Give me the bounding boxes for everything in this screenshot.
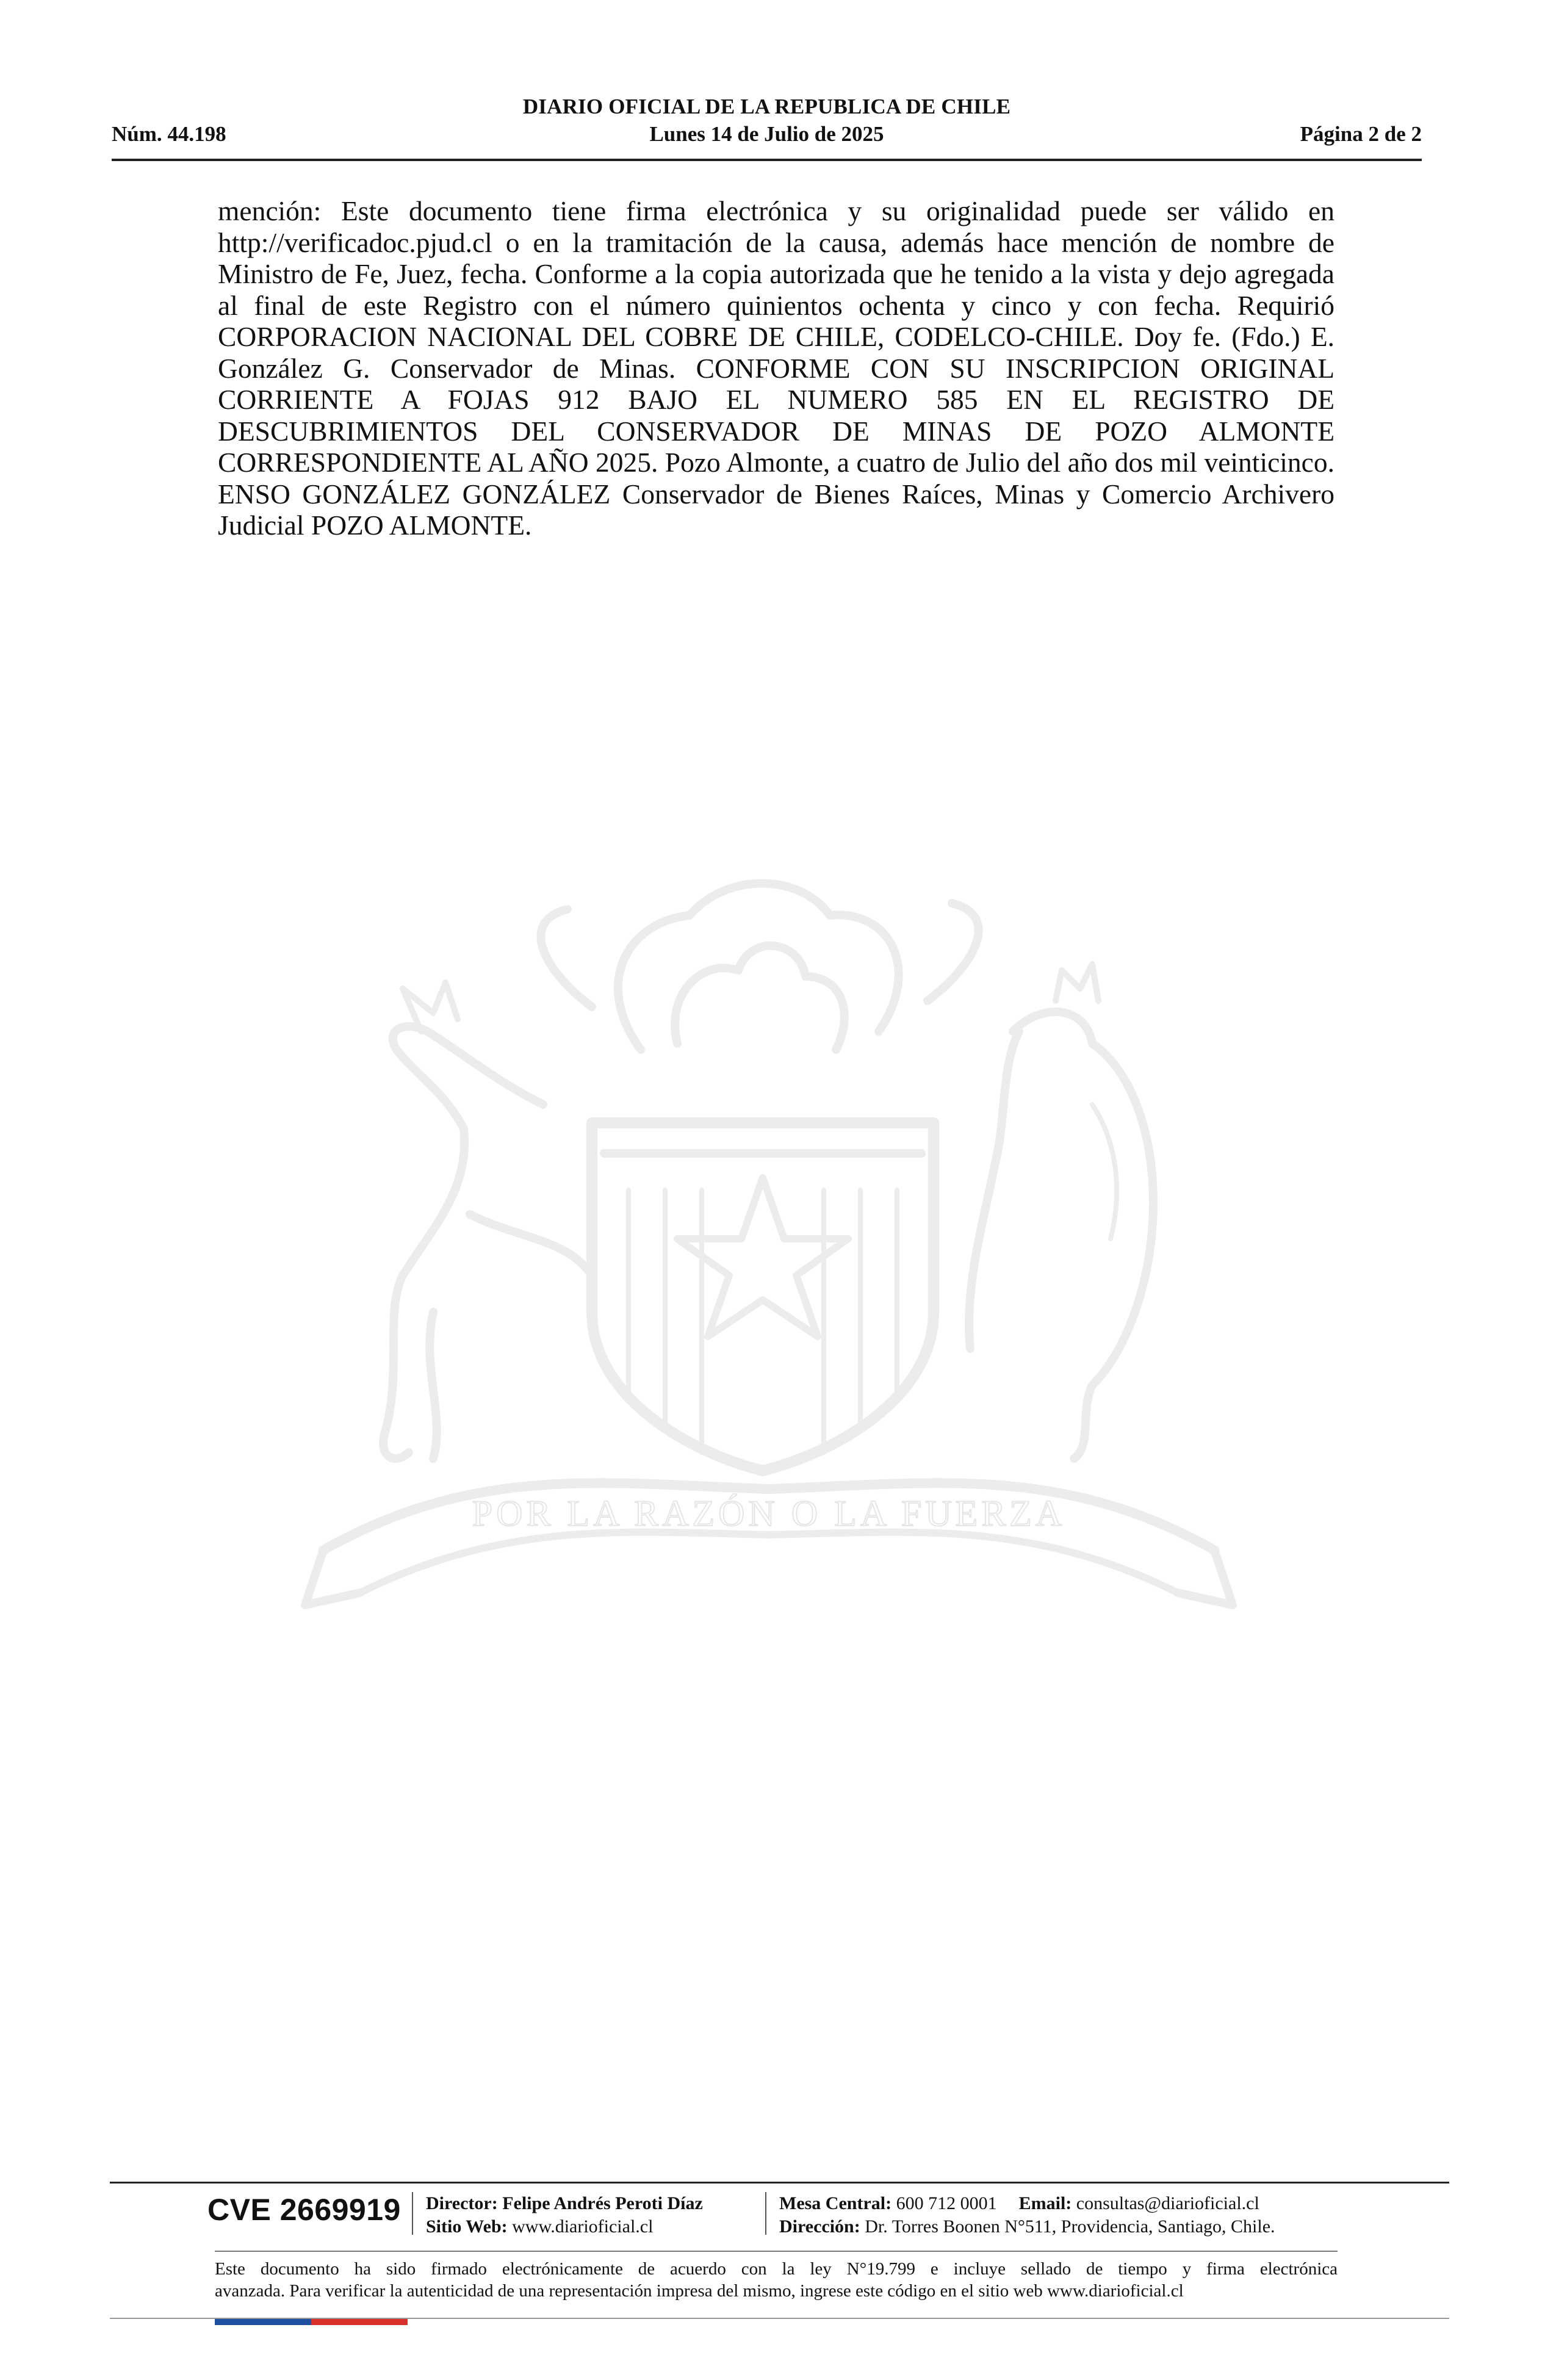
- page-indicator: Página 2 de 2: [1300, 122, 1422, 146]
- director-label: Director:: [426, 2193, 498, 2213]
- email-label: Email:: [1018, 2193, 1072, 2213]
- phone-number: 600 712 0001: [896, 2193, 997, 2213]
- coat-of-arms-watermark: [201, 848, 1336, 1684]
- flag-stripe: [215, 2319, 408, 2325]
- legal-notice: [215, 2258, 1338, 2302]
- document-body: mención: Este documento tiene firma electrónica y su originalidad puede ser válido en http://verificadoc.pjud.cl o en la tramitación de la causa, además hace mención de nombre de Ministro de Fe, Juez, fecha. Conforme a la copia autorizada que he tenido a la vista y dejo agregada al final de este Registro con el número quinientos ochenta y cinco y con fecha. Requirió CORPORACION NACIONAL DEL COBRE DE CHILE, CODELCO-CHILE. Doy fe. (Fdo.) E. González G. Conservador de Minas. CONFORME CON SU INSCRIPCION ORIGINAL CORRIENTE A FOJAS 912 BAJO EL NUMERO 585 EN EL REGISTRO DE DESCUBRIMIENTOS DEL CONSERVADOR DE MINAS DE POZO ALMONTE CORRESPONDIENTE AL AÑO 2025. Pozo Almonte, a cuatro de Julio del año dos mil veinticinco. ENSO GONZÁLEZ GONZÁLEZ Conservador de Bienes Raíces, Minas y Comercio Archivero Judicial POZO ALMONTE.: [218, 195, 1334, 541]
- legal-line-1: Este documento ha sido firmado electrónicamente de acuerdo con la ley N°19.799 e incluye sellado de tiempo y firma electrónica: [215, 2259, 1338, 2279]
- footer-middle-rule: [215, 2251, 1338, 2252]
- seal-motto: POR LA RAZÓN O LA FUERZA: [472, 1493, 1066, 1534]
- issue-date: Lunes 14 de Julio de 2025: [649, 122, 884, 146]
- footer-director-column: [426, 2192, 703, 2238]
- footer-contact-column: [779, 2192, 1275, 2238]
- cve-code: CVE 2669919: [207, 2193, 401, 2227]
- email-link[interactable]: consultas@diarioficial.cl: [1076, 2193, 1259, 2213]
- footer-divider: [765, 2192, 766, 2235]
- phone-label: Mesa Central:: [779, 2193, 892, 2213]
- address-value: Dr. Torres Boonen N°511, Providencia, Santiago, Chile.: [865, 2216, 1275, 2237]
- page-header: [112, 95, 1422, 161]
- footer-top-rule: [110, 2182, 1449, 2183]
- newspaper-title: DIARIO OFICIAL DE LA REPUBLICA DE CHILE: [522, 95, 1011, 118]
- director-name: Felipe Andrés Peroti Díaz: [502, 2193, 703, 2213]
- footer-divider: [412, 2192, 413, 2235]
- website-label: Sitio Web:: [426, 2216, 508, 2237]
- address-label: Dirección:: [779, 2216, 860, 2237]
- legal-line-2: avanzada. Para verificar la autenticidad de una representación impresa del mismo, ingrese este código en el sitio web www.diarioficial.cl: [215, 2281, 1184, 2301]
- flag-blue: [215, 2319, 311, 2325]
- website-link[interactable]: www.diarioficial.cl: [512, 2216, 654, 2237]
- issue-number: Núm. 44.198: [112, 122, 226, 146]
- flag-red: [311, 2319, 408, 2325]
